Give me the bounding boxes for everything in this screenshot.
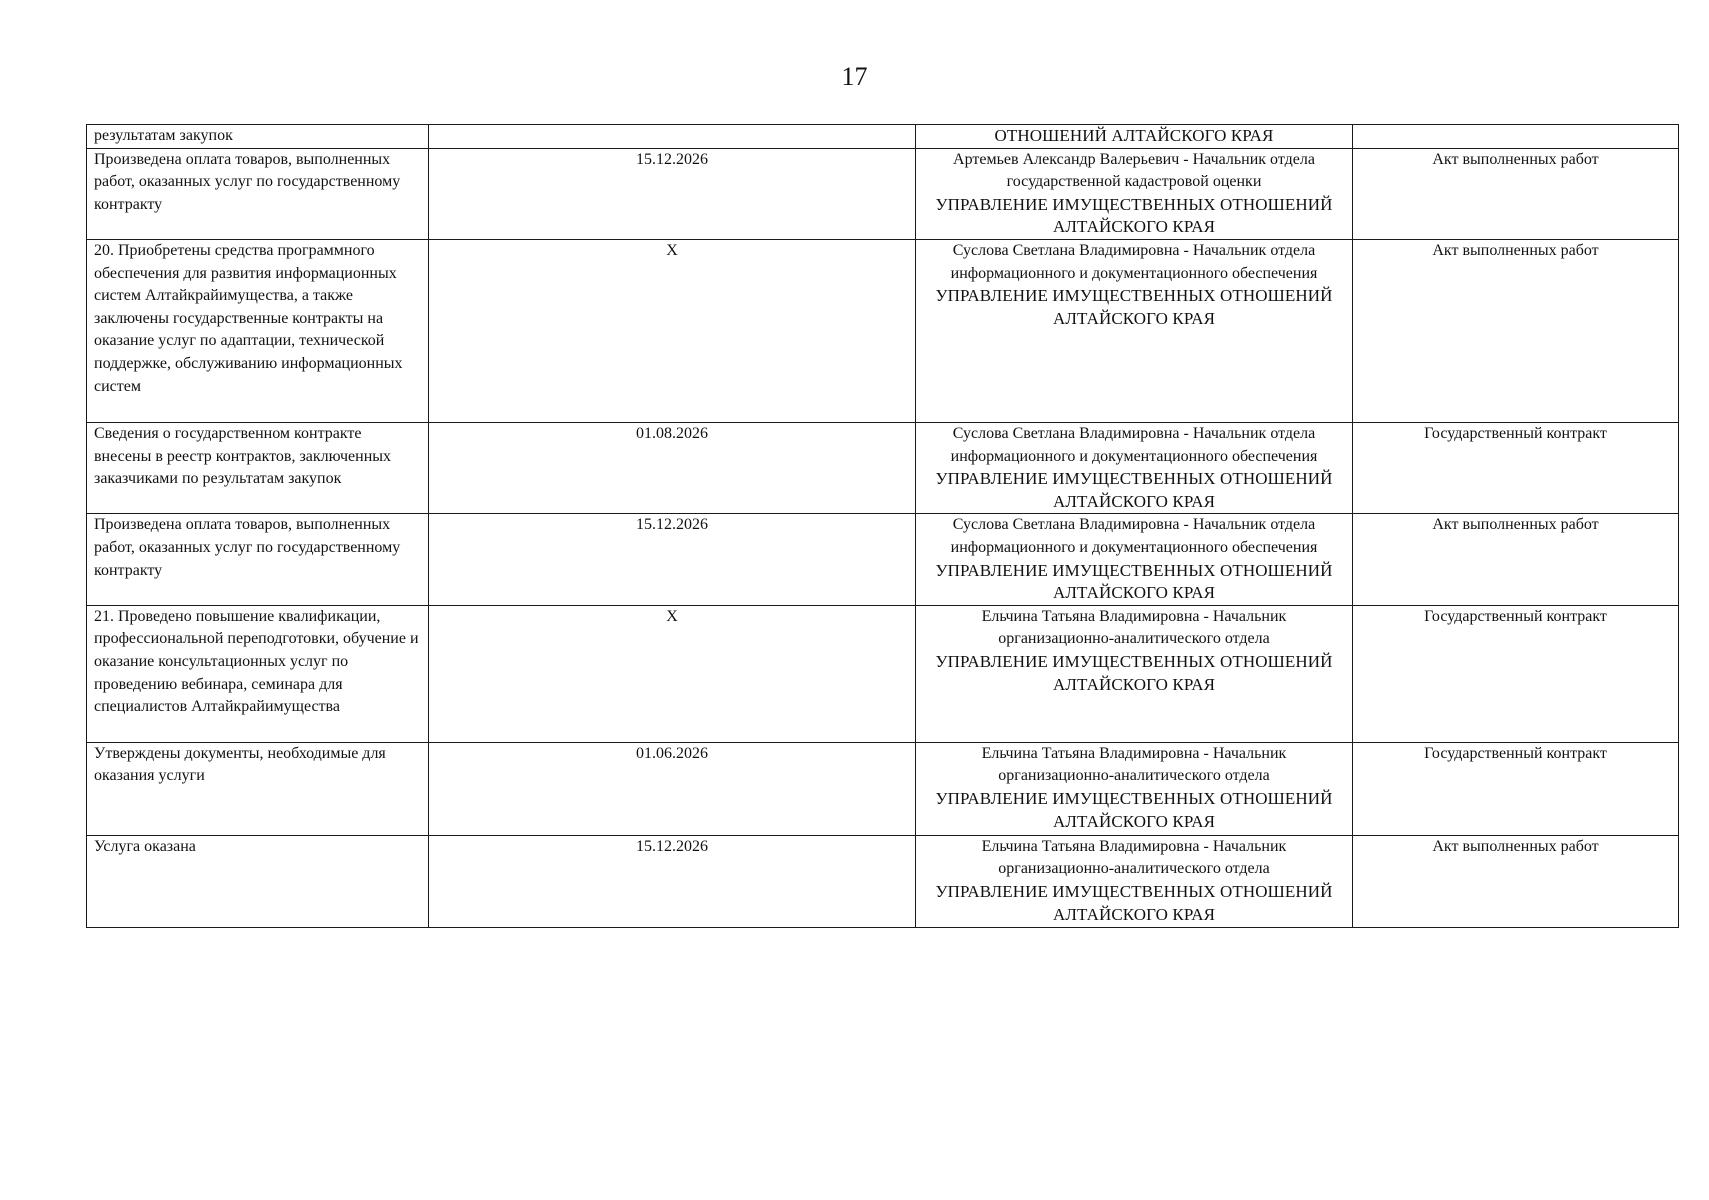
responsible-cell [916,125,1353,149]
event-cell: Сведения о государственном контракте внесены в реестр контрактов, заключенных заказчиками по результатам закупок [87,422,429,513]
responsible-person: Суслова Светлана Владимировна - Начальник отдела информационного и документационного обеспечения [950,516,1318,556]
table-row [87,125,1679,149]
date-cell: 01.08.2026 [429,422,916,513]
responsible-organization: УПРАВЛЕНИЕ ИМУЩЕСТВЕННЫХ ОТНОШЕНИЙ АЛТАЙСКОГО КРАЯ [935,469,1333,511]
event-cell: 21. Проведено повышение квалификации, профессиональной переподготовки, обучение и оказание консультационных услуг по проведению вебинара, семинара для специалистов Алтайкрайимущества [87,605,429,742]
responsible-person: Ельчина Татьяна Владимировна - Начальник организационно-аналитического отдела [981,837,1287,878]
responsible-organization: УПРАВЛЕНИЕ ИМУЩЕСТВЕННЫХ ОТНОШЕНИЙ АЛТАЙСКОГО КРАЯ [935,788,1333,831]
document-cell: Государственный контракт [1353,422,1679,513]
date-cell: 15.12.2026 [429,148,916,239]
event-cell: результатам закупок [87,125,429,149]
table-row [87,742,1679,835]
document-cell: Акт выполненных работ [1353,239,1679,422]
table-row [87,835,1679,927]
date-cell: X [429,239,916,422]
responsible-organization: УПРАВЛЕНИЕ ИМУЩЕСТВЕННЫХ ОТНОШЕНИЙ АЛТАЙСКОГО КРАЯ [935,194,1333,237]
date-cell: 15.12.2026 [429,835,916,927]
page-number: 17 [841,62,868,91]
table-row [87,422,1679,513]
event-cell: Утверждены документы, необходимые для оказания услуги [87,742,429,835]
responsible-organization: УПРАВЛЕНИЕ ИМУЩЕСТВЕННЫХ ОТНОШЕНИЙ АЛТАЙСКОГО КРАЯ [935,881,1333,924]
event-cell: 20. Приобретены средства программного обеспечения для развития информационных систем Алтайкрайимущества, а также заключены государственные контракты на оказание услуг по адаптации, технической поддержке, обслуживанию информационных систем [87,239,429,422]
plan-table [86,124,1679,928]
responsible-cell [916,605,1353,742]
responsible-person: Артемьев Александр Валерьевич - Начальник отдела государственной кадастровой оценки [953,150,1315,191]
responsible-organization: УПРАВЛЕНИЕ ИМУЩЕСТВЕННЫХ ОТНОШЕНИЙ АЛТАЙСКОГО КРАЯ [935,651,1333,694]
event-cell: Произведена оплата товаров, выполненных работ, оказанных услуг по государственному контракту [87,148,429,239]
responsible-organization: УПРАВЛЕНИЕ ИМУЩЕСТВЕННЫХ ОТНОШЕНИЙ АЛТАЙСКОГО КРАЯ [935,286,1333,328]
document-cell [1353,125,1679,149]
responsible-person: Ельчина Татьяна Владимировна - Начальник организационно-аналитического отдела [981,607,1287,648]
table-row [87,148,1679,239]
date-cell [429,125,916,149]
document-cell: Государственный контракт [1353,742,1679,835]
date-cell: 15.12.2026 [429,514,916,605]
responsible-cell [916,422,1353,513]
document-cell: Акт выполненных работ [1353,148,1679,239]
document-cell: Государственный контракт [1353,605,1679,742]
event-cell: Услуга оказана [87,835,429,927]
table-row [87,514,1679,605]
responsible-cell [916,148,1353,239]
document-cell: Акт выполненных работ [1353,514,1679,605]
date-cell: X [429,605,916,742]
responsible-cell [916,239,1353,422]
responsible-cell [916,835,1353,927]
responsible-organization: УПРАВЛЕНИЕ ИМУЩЕСТВЕННЫХ ОТНОШЕНИЙ АЛТАЙСКОГО КРАЯ [935,560,1333,603]
date-cell: 01.06.2026 [429,742,916,835]
event-cell: Произведена оплата товаров, выполненных работ, оказанных услуг по государственному контракту [87,514,429,605]
table-row [87,605,1679,742]
responsible-organization: ОТНОШЕНИЙ АЛТАЙСКОГО КРАЯ [994,126,1274,145]
responsible-person: Суслова Светлана Владимировна - Начальник отдела информационного и документационного обеспечения [950,241,1318,282]
table-row [87,239,1679,422]
responsible-cell [916,514,1353,605]
responsible-person: Ельчина Татьяна Владимировна - Начальник организационно-аналитического отдела [981,744,1287,785]
responsible-person: Суслова Светлана Владимировна - Начальник отдела информационного и документационного обеспечения [950,424,1318,465]
responsible-cell [916,742,1353,835]
document-cell: Акт выполненных работ [1353,835,1679,927]
